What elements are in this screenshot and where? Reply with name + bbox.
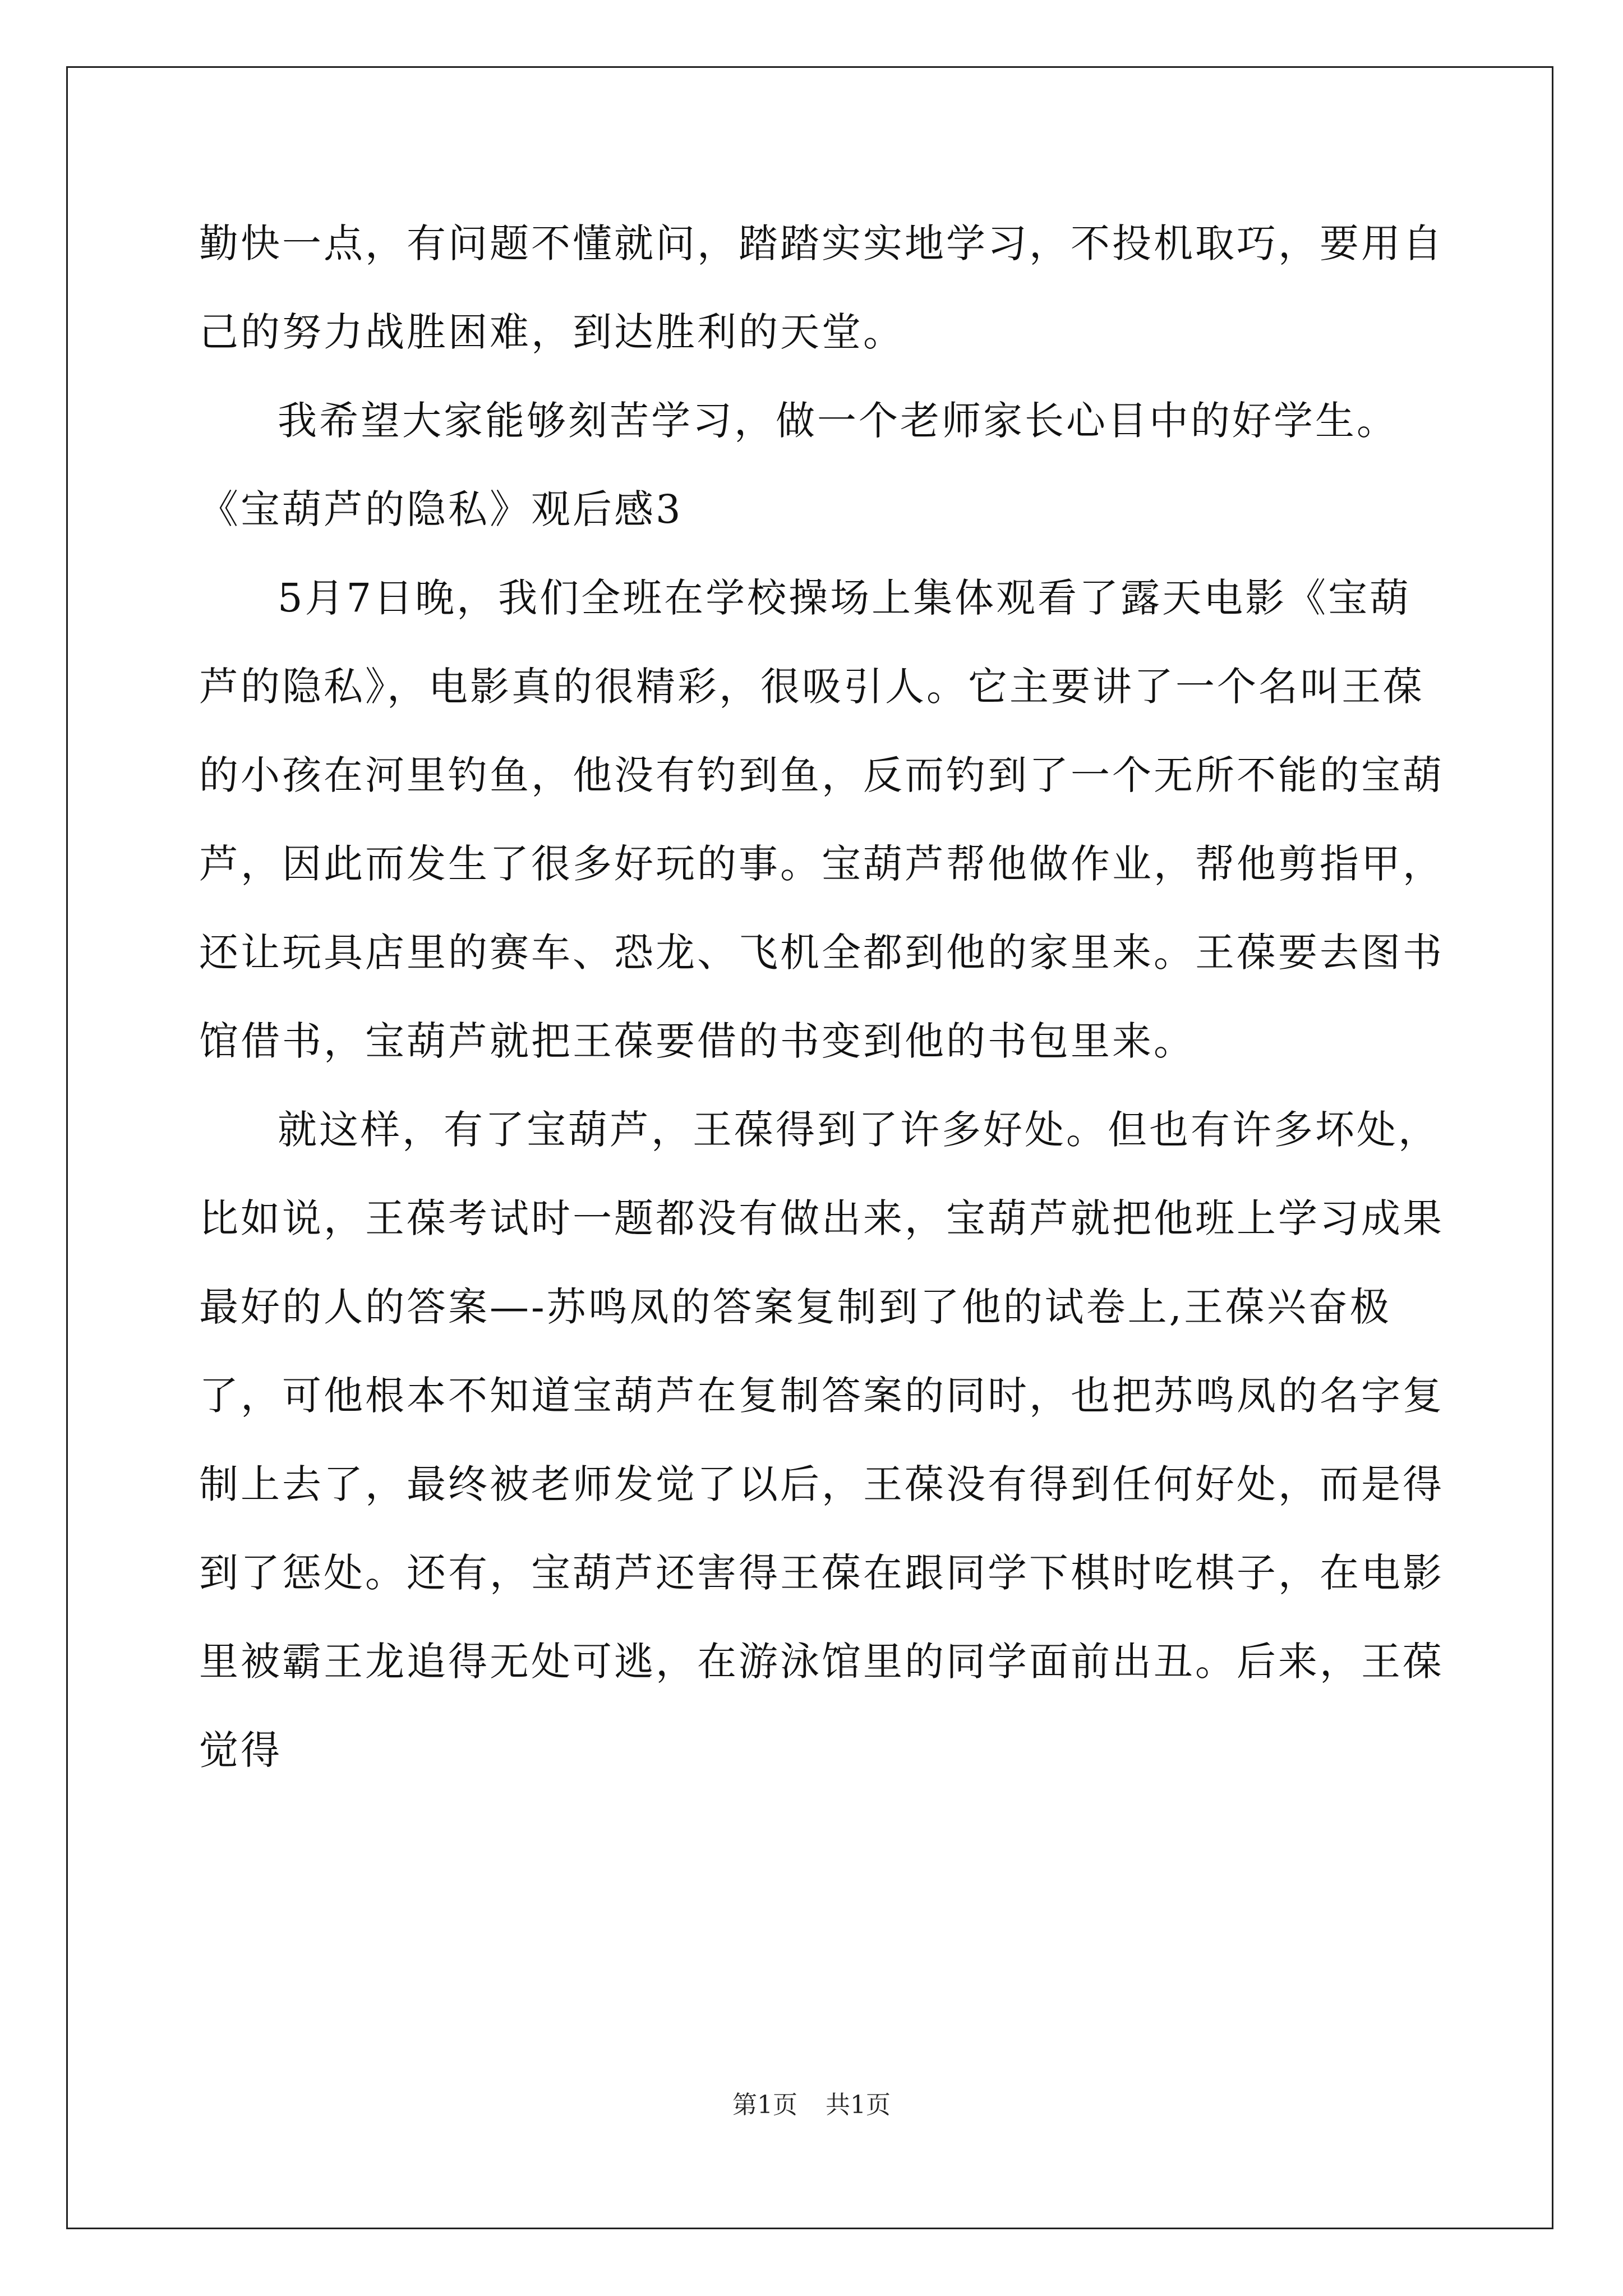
section-heading: 《宝葫芦的隐私》观后感3 (199, 486, 683, 532)
paragraph: 5月7日晚，我们全班在学校操场上集体观看了露天电影《宝葫芦的隐私》，电影真的很精彩，很吸引人。它主要讲了一个名叫王葆的小孩在河里钓鱼，他没有钓到鱼，反而钓到了一个无所不能的宝葫芦，因此而发生了很多好玩的事。宝葫芦帮他做作业，帮他剪指甲，还让玩具店里的赛车、恐龙、飞机全都到他的家里来。王葆要去图书馆借书，宝葫芦就把王葆要借的书变到他的书包里来。 (199, 575, 1444, 1064)
paragraph: 我希望大家能够刻苦学习，做一个老师家长心目中的好学生。 (278, 398, 1398, 444)
paragraph: 勤快一点，有问题不懂就问，踏踏实实地学习，不投机取巧，要用自己的努力战胜困难，到达胜利的天堂。 (199, 220, 1444, 355)
document-body (199, 199, 1444, 1795)
paragraph: 就这样，有了宝葫芦，王葆得到了许多好处。但也有许多坏处，比如说，王葆考试时一题都没有做出来，宝葫芦就把他班上学习成果最好的人的答案—-苏鸣凤的答案复制到了他的试卷上,王葆兴奋极了，可他根本不知道宝葫芦在复制答案的同时，也把苏鸣凤的名字复制上去了，最终被老师发觉了以后，王葆没有得到任何好处，而是得到了惩处。还有，宝葫芦还害得王葆在跟同学下棋时吃棋子，在电影里被霸王龙追得无处可逃，在游泳馆里的同学面前出丑。后来，王葆觉得 (199, 1107, 1444, 1773)
page-footer (0, 2085, 1623, 2120)
page-total: 共1页 (826, 2091, 891, 2119)
page-number: 第1页 (732, 2091, 797, 2119)
